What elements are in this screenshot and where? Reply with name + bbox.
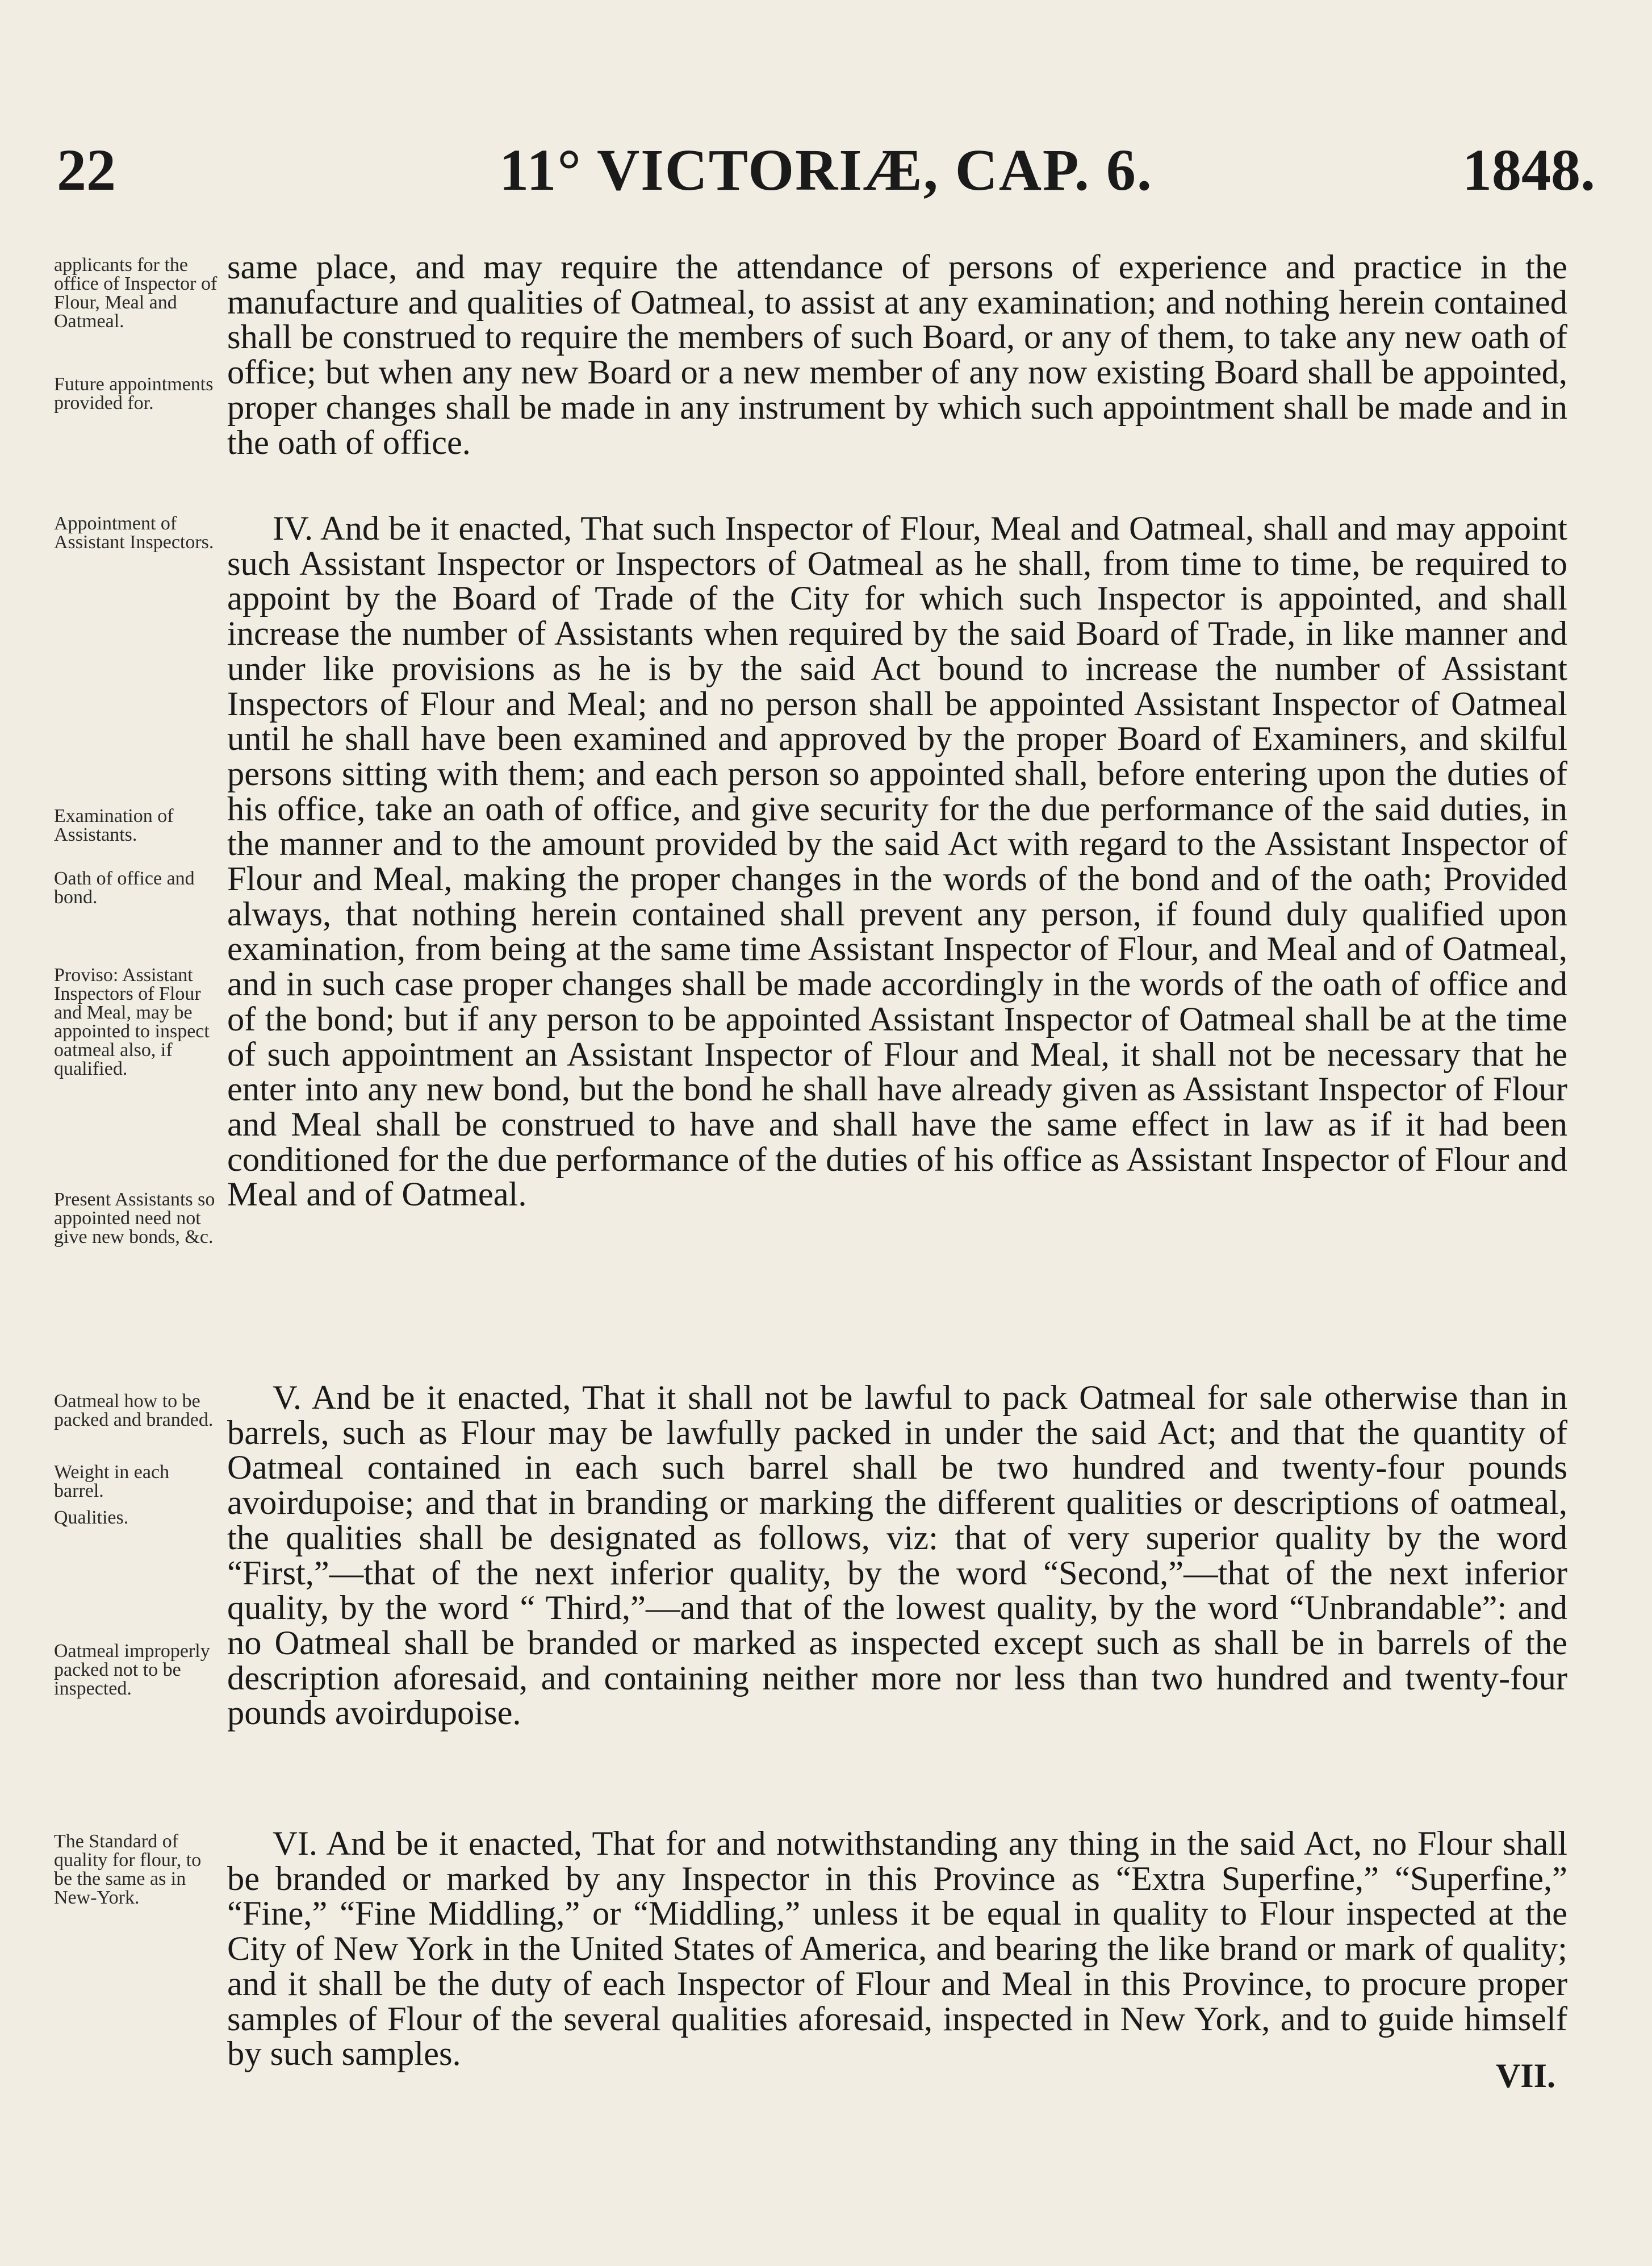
margin-note: Examination of Assistants. xyxy=(54,806,174,845)
section-v: V. And be it enacted, That it shall not be lawful to pack Oatmeal for sale otherwise than in barrels, such as Flour may be lawfully packed in under the said Act; and that the quantity of Oatmeal contained in each such barrel shall be two hundred and twenty-four pounds avoirdupoise; and that in branding or marking the different qualities or descriptions of oatmeal, the qualities shall be designated as follows, viz: that of very superior quality by the word “First,”—that of the next inferior quality, by the word “Second,”—that of the next inferior quality, by the word “ Third,”—and that of the lowest quality, by the word “Unbrandable”: and no Oatmeal shall be branded or marked as inspected except such as shall be in barrels of the description aforesaid, and containing neither more nor less than two hundred and twenty-four pounds avoirdupoise. xyxy=(227,1379,1567,1733)
margin-note: Present Assistants so appointed need not give new bonds, &c. xyxy=(54,1189,215,1247)
year: 1848. xyxy=(1462,137,1595,203)
margin-note: applicants for the office of Inspector of Flour, Meal and Oatmeal. xyxy=(54,254,218,332)
chapter-title: 11° VICTORIÆ, CAP. 6. xyxy=(499,137,1153,203)
margin-note: Proviso: Assistant Inspectors of Flour and Meal, may be appointed to inspect oatmeal also, if qualified. xyxy=(54,965,210,1079)
margin-note: Oath of office and bond. xyxy=(54,868,195,908)
margin-note: Future appointments provided for. xyxy=(54,374,214,414)
margin-note: Qualities. xyxy=(54,1507,129,1528)
section-vi: VI. And be it enacted, That for and notwithstanding any thing in the said Act, no Flour shall be branded or marked by any Inspector in this Province as “Extra Superfine,” “Superfine,” “Fine,” “Fine Middling,” or “Middling,” unless it be equal in quality to Flour inspected at the City of New York in the United States of America, and bearing the like brand or mark of quality; and it shall be the duty of each Inspector of Flour and Meal in this Province, to procure proper samples of Flour of the several qualities aforesaid, inspected in New York, and to guide himself by such samples. xyxy=(227,1825,1567,2073)
page-number: 22 xyxy=(57,137,116,203)
margin-note: Oatmeal improperly packed not to be inspected. xyxy=(54,1641,210,1699)
page-header xyxy=(57,136,1595,205)
section-iv: IV. And be it enacted, That such Inspector of Flour, Meal and Oatmeal, shall and may appoint such Assistant Inspector or Inspectors of Oatmeal as he shall, from time to time, be required to appoint by the Board of Trade of the City for which such Inspector is appointed, and shall increase the number of Assistants when required by the said Board of Trade, in like manner and under like provisions as he is by the said Act bound to increase the number of Assistant Inspectors of Flour and Meal; and no person shall be appointed Assistant Inspector of Oatmeal until he shall have been examined and approved by the proper Board of Examiners, and skilful persons sitting with them; and each person so appointed shall, before entering upon the duties of his office, take an oath of office, and give security for the due performance of the said duties, in the manner and to the amount provided by the said Act with regard to the Assistant Inspector of Flour and Meal, making the proper changes in the words of the bond and of the oath; Provided always, that nothing herein contained shall prevent any person, if found duly qualified upon examination, from being at the same time Assistant Inspector of Flour, and Meal and of Oatmeal, and in such case proper changes shall be made accordingly in the words of the oath of office and of the bond; but if any person to be appointed Assistant Inspector of Oatmeal shall be at the time of such appointment an Assistant Inspector of Flour and Meal, it shall not be necessary that he enter into any new bond, but the bond he shall have already given as Assistant Inspector of Flour and Meal shall be construed to have and shall have the same effect in law as if it had been conditioned for the due performance of the duties of his office as Assistant Inspector of Flour and Meal and of Oatmeal. xyxy=(227,510,1567,1214)
margin-note: The Standard of quality for flour, to be the same as in New-York. xyxy=(54,1831,202,1908)
margin-note: Weight in each barrel. xyxy=(54,1462,170,1501)
paragraph-continuation: same place, and may require the attendance of persons of experience and practice in the manufacture and qualities of Oatmeal, to assist at any examination; and nothing herein contained shall be construed to require the members of such Board, or any of them, to take any new oath of office; but when any new Board or a new member of any now existing Board shall be appointed, proper changes shall be made in any instrument by which such appointment shall be made and in the oath of office. xyxy=(227,248,1567,462)
margin-note: Oatmeal how to be packed and branded. xyxy=(54,1391,214,1430)
margin-note: Appointment of Assistant Inspectors. xyxy=(54,513,214,553)
catchword: VII. xyxy=(1495,2057,1555,2094)
